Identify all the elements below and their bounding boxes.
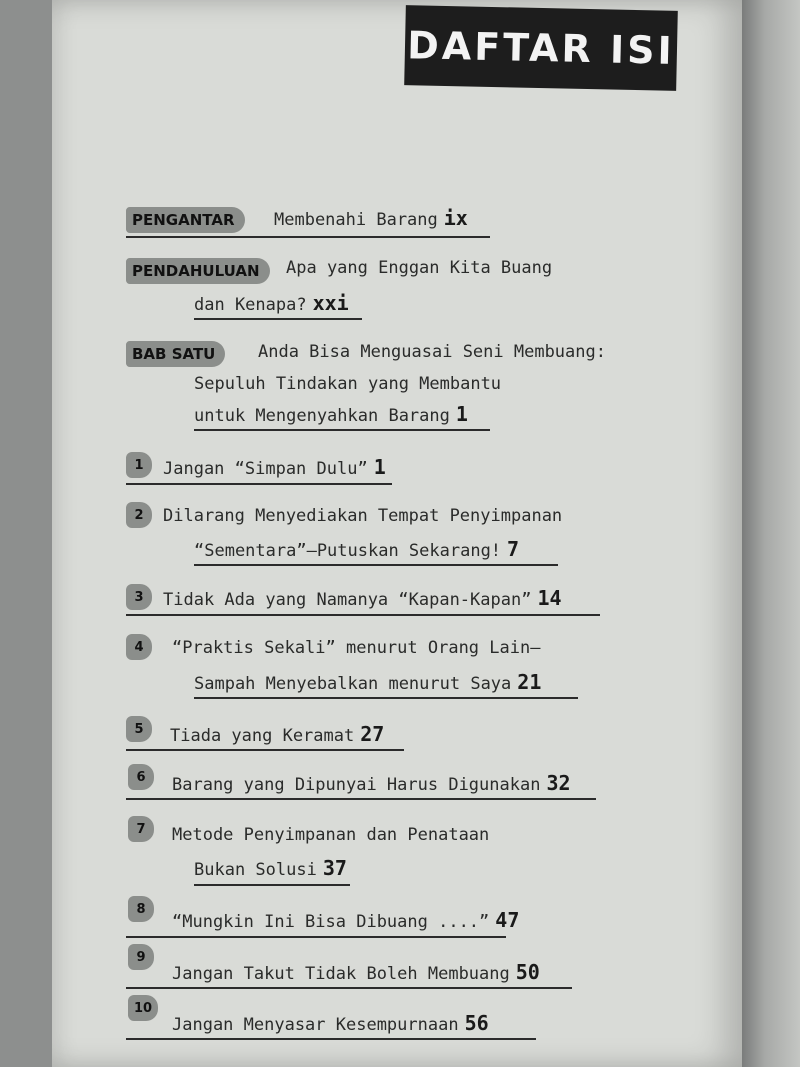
chapter-underline (126, 483, 392, 485)
chapter-title-line: Bukan Solusi 37 (194, 856, 347, 880)
chapter-underline (126, 749, 404, 751)
page-number: 56 (464, 1011, 489, 1035)
page-number: xxi (312, 291, 349, 315)
chapter-number-badge: 3 (126, 584, 152, 610)
chapter-title: Jangan Menyasar Kesempurnaan 56 (172, 1011, 489, 1035)
page-number: 1 (455, 402, 468, 426)
chapter-title: Barang yang Dipunyai Harus Digunakan 32 (172, 771, 571, 795)
entry-underline (126, 236, 490, 238)
chapter-number-badge: 9 (128, 944, 154, 970)
entry-underline (194, 429, 490, 431)
page-number: 27 (360, 722, 385, 746)
entry-title-line: Sepuluh Tindakan yang Membantu (194, 374, 502, 394)
page-number: 21 (517, 670, 542, 694)
chapter-number-badge: 10 (128, 995, 158, 1021)
toc-title: DAFTAR ISI (406, 23, 676, 73)
page-number: 7 (507, 537, 520, 561)
chapter-underline (194, 564, 558, 566)
page-number: ix (443, 206, 468, 230)
chapter-title-line: Sampah Menyebalkan menurut Saya 21 (194, 670, 542, 694)
entry-underline (194, 318, 362, 320)
entry-title-line: Membenahi Barang ix (274, 206, 468, 230)
chapter-underline (126, 798, 596, 800)
chapter-title: Jangan “Simpan Dulu” 1 (163, 455, 386, 479)
chapter-number-badge: 1 (126, 452, 152, 478)
chapter-number-badge: 2 (126, 502, 152, 528)
chapter-underline (126, 936, 506, 938)
page-number: 50 (515, 960, 540, 984)
entry-title-line: Apa yang Enggan Kita Buang (286, 258, 553, 278)
chapter-number-badge: 8 (128, 896, 154, 922)
entry-label: PENGANTAR (126, 207, 245, 233)
entry-label: PENDAHULUAN (126, 258, 270, 284)
chapter-underline (126, 987, 572, 989)
entry-title-line: dan Kenapa? xxi (194, 291, 349, 315)
entry-title-line: untuk Mengenyahkan Barang 1 (194, 402, 468, 426)
chapter-number-badge: 6 (128, 764, 154, 790)
chapter-number-badge: 5 (126, 716, 152, 742)
page-number: 1 (373, 455, 386, 479)
entry-label: BAB SATU (126, 341, 225, 367)
chapter-title: Tiada yang Keramat 27 (170, 722, 385, 746)
page-number: 32 (546, 771, 571, 795)
chapter-number-badge: 4 (126, 634, 152, 660)
chapter-title-line: “Praktis Sekali” menurut Orang Lain— (172, 638, 541, 658)
adjacent-page-edge (742, 0, 800, 1067)
page-number: 37 (322, 856, 347, 880)
page-number: 14 (537, 586, 562, 610)
chapter-title: Jangan Takut Tidak Boleh Membuang 50 (172, 960, 540, 984)
chapter-underline (194, 884, 350, 886)
chapter-title: “Mungkin Ini Bisa Dibuang ....” 47 (172, 908, 520, 932)
page-number: 47 (495, 908, 520, 932)
chapter-title-line: “Sementara”—Putuskan Sekarang! 7 (194, 537, 520, 561)
toc-header (404, 5, 678, 91)
chapter-underline (126, 614, 600, 616)
chapter-title-line: Dilarang Menyediakan Tempat Penyimpanan (163, 506, 563, 526)
chapter-title-line: Metode Penyimpanan dan Penataan (172, 825, 490, 845)
chapter-underline (126, 1038, 536, 1040)
chapter-title: Tidak Ada yang Namanya “Kapan-Kapan” 14 (163, 586, 562, 610)
entry-title-line: Anda Bisa Menguasai Seni Membuang: (258, 342, 606, 362)
chapter-underline (194, 697, 578, 699)
book-page (52, 0, 742, 1067)
chapter-number-badge: 7 (128, 816, 154, 842)
